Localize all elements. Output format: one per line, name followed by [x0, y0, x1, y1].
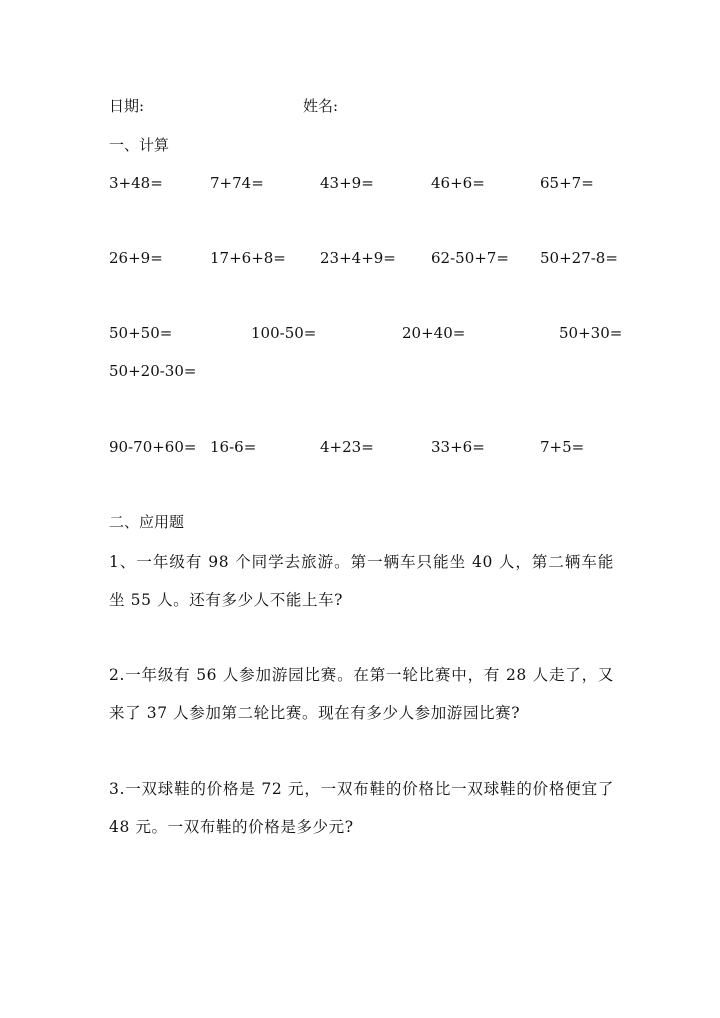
- calc-item: 3+48=: [109, 174, 163, 192]
- section-1-title: 一、计算: [109, 136, 170, 154]
- calc-item: 50+50=: [109, 324, 173, 342]
- word-problem-2: 2.一年级有 56 人参加游园比赛。在第一轮比赛中，有 28 人走了，又来了 37 人参加第二轮比赛。现在有多少人参加游园比赛?: [109, 666, 614, 722]
- calc-item: 20+40=: [402, 324, 466, 342]
- calc-item: 7+5=: [540, 438, 585, 456]
- calc-item: 26+9=: [109, 249, 163, 267]
- name-label: 姓名:: [303, 97, 339, 115]
- calc-item: 50+30=: [559, 324, 623, 342]
- calc-item: 16-6=: [210, 438, 257, 456]
- calc-item: 23+4+9=: [320, 249, 396, 267]
- calc-item: 33+6=: [431, 438, 485, 456]
- calc-item: 17+6+8=: [210, 249, 286, 267]
- calc-item: 50+27-8=: [540, 249, 618, 267]
- calc-item: 100-50=: [251, 324, 317, 342]
- calc-item: 50+20-30=: [109, 362, 197, 380]
- calc-item: 90-70+60=: [109, 438, 197, 456]
- word-problem-1: 1、一年级有 98 个同学去旅游。第一辆车只能坐 40 人，第二辆车能坐 55 人。还有多少人不能上车?: [109, 553, 614, 609]
- calc-item: 7+74=: [210, 174, 264, 192]
- date-label: 日期:: [109, 97, 145, 115]
- calc-item: 46+6=: [431, 174, 485, 192]
- calc-item: 4+23=: [320, 438, 374, 456]
- word-problem-3: 3.一双球鞋的价格是 72 元，一双布鞋的价格比一双球鞋的价格便宜了 48 元。一双布鞋的价格是多少元?: [109, 780, 614, 836]
- calc-item: 43+9=: [320, 174, 374, 192]
- calc-item: 65+7=: [540, 174, 594, 192]
- calc-item: 62-50+7=: [431, 249, 509, 267]
- section-2-title: 二、应用题: [109, 513, 185, 531]
